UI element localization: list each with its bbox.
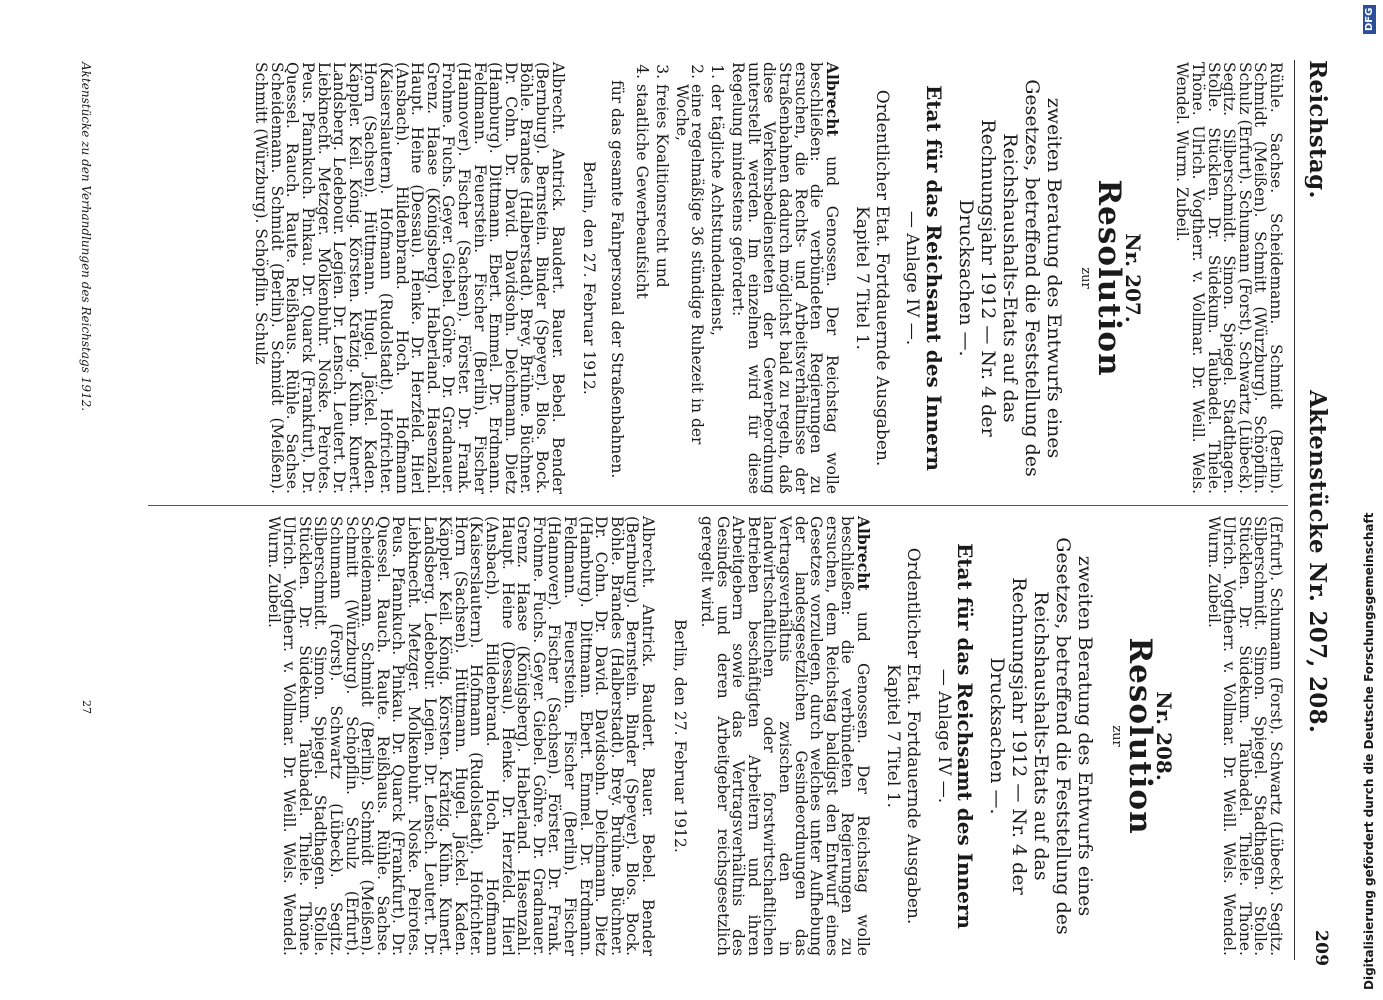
res207-tail: für das gesamte Fahrpersonal der Straßenbahnen. [607,80,626,479]
list-item: 1. der tägliche Achtstundendienst, [708,84,724,494]
res207-signers: Albrecht. Antrick. Baudert. Bauer. Bebel. Bender (Bernburg). Bernstein. Binder (Speyer). Blos. Bock. Böhle. Brandes (Halberstadt). Brey. Brühne. Büchner. Dr. Cohn. Dr. David. Davidsohn. Deichmann. Dietz (Hamburg). Dittmann. Ebert. Emmel. Dr. Erdmann. Feldmann. Feuerstein. Fischer (Berlin). Fischer (Hannover). Fischer (Sachsen). Förster. Dr. Frank. Frohme. Fuchs. Geyer. Giebel. Göhre. Dr. Gradnauer. Grenz. Haase (Königsberg). Haberland. Hasenzahl. Haupt. Heine (Dessau). Henke. Dr. Herzfeld. Hierl (Ansbach). Hildenbrand. Hoch. Hoffmann (Kaiserslautern). Hofmann (Rudolstadt). Hofrichter. Horn (Sachsen). Hüttmann. Hugel. Jäckel. Kaden. Käppler. Keil. König. Körsten. Krätzig. Kühn. Kunert. Landsberg. Ledebour. Legien. Dr. Lensch. Leutert. Dr. Liebknecht. Metzger. Molkenbuhr. Noske. Peirotes. Peus. Pfannkuch. Pinkau. Dr. Quarck (Frankfurt). Dr. Quessel. Rauch. Raute. Reißhaus. Rühle. Sachse. Scheidemann. Schmidt (Berlin). Schmidt (Meißen). Schmitt (Würzburg). Schöpflin. Schulz [252,62,567,494]
res208-mover: Albrecht [854,516,874,591]
res208-zur: zur [1108,725,1124,747]
res207-number: Nr. 207. [1120,233,1145,323]
res207-anlage: — Anlage IV —. [902,210,923,346]
res207-date: Berlin, den 27. Februar 1912. [580,161,599,395]
res207-body-text: und Genossen. Der Reichstag wolle beschließen: die verbündeten Regierungen zu ersuchen, die Rechts- und Arbeitsverhältnisse der Straßenbahnen dadurch möglichst bald zu regeln, daß diese Verkehrsbediensteten der Gewerbeordnung unterstellt werden. Im einzelnen wird für diese Regelung mindestens gefordert: [729,62,841,494]
right-column [261,516,1283,956]
res207-title: Resolution [1091,179,1128,377]
page-number: 209 [1311,930,1331,967]
res208-body [699,516,872,956]
header-left: Reichstag. [1304,60,1331,199]
res208-signers: Albrecht. Antrick. Baudert. Bauer. Bebel. Bender (Bernburg). Bernstein. Binder (Speyer). Blos. Bock. Böhle. Brandes (Halberstadt). Brey. Brühne. Büchner. Dr. Cohn. Dr. David. Davidsohn. Deichmann. Dietz (Hamburg). Dittmann. Ebert. Emmel. Dr. Erdmann. Feldmann. Feuerstein. Fischer (Berlin). Fischer (Hannover). Fischer (Sachsen). Förster. Dr. Frank. Frohme. Fuchs. Geyer. Giebel. Göhre. Dr. Gradnauer. Grenz. Haase (Königsberg). Haberland. Hasenzahl. Haupt. Heine (Dessau). Henke. Dr. Herzfeld. Hierl (Ansbach). Hildenbrand. Hoch. Hoffmann (Kaiserslautern). Hofmann (Rudolstadt). Hofrichter. Horn (Sachsen). Hüttmann. Hugel. Jäckel. Kaden. Käppler. Keil. König. Körsten. Krätzig. Kühn. Kunert. Landsberg. Ledebour. Legien. Dr. Lensch. Leutert. Dr. Liebknecht. Metzger. Molkenbuhr. Noske. Peirotes. Peus. Pfannkuch. Pinkau. Dr. Quarck (Frankfurt). Dr. Quessel. Rauch. Raute. Reißhaus. Rühle. Sachse. Scheidemann. Schmidt (Berlin). Schmidt (Meißen). Schmitt (Würzburg). Schöpflin. Schulz (Erfurt). Schumann (Forst). Schwartz (Lübeck). Segitz. Silberschmidt. Simon. Spiegel. Stadthagen. Stolle. Stücklen. Dr. Südekum. Taubadel. Thiele. Thöne. Ulrich. Vogtherr. v. Vollmar. Dr. Weill. Wels. Wendel. Wurm. Zubeil. [264,516,657,956]
res207-zur: zur [1077,267,1093,289]
res207-demands-list [634,62,724,494]
res208-body-text: und Genossen. Der Reichstag wolle beschließen: die verbündeten Regierungen zu ersuchen, dem Reichstag baldigst den Entwurf eines Gesetzes vorzulegen, durch welches unter Aufhebung der landesgesetzlichen Gesindeordnungen das Vertragsverhältnis zwischen den in landwirtschaftlichen oder forstwirtschaftlichen Betrieben beschäftigten Arbeitern und ihren Arbeitgebern sowie das Vertragsverhältnis des Gesindes und deren Arbeitgeber reichsgesetzlich geregelt wird. [698,516,873,956]
res207-etat: Etat für das Reichsamt des Innern [922,85,947,471]
res208-anlage: — Anlage IV —. [933,668,954,804]
res208-title: Resolution [1122,637,1159,835]
footer-note: Aktenstücke zu den Verhandlungen des Reichstags 1912. [79,62,93,412]
header-rule [1294,60,1295,960]
res207-intro: zweiten Beratung des Entwurfs eines Gesetzes, betreffend die Feststellung des Reichshaushalts-Etats auf das Rechnungsjahr 1912 — Nr. 4 der Drucksachen —. [955,79,1066,477]
right-top-signers: (Erfurt). Schumann (Forst). Schwartz (Lübeck). Segitz. Silberschmidt. Simon. Spiegel. Stadthagen. Stolle. Stücklen. Dr. Südekum. Taubadel. Thiele. Thöne. Ulrich. Vogtherr. v. Vollmar. Dr. Weill. Wels. Wendel. Wurm. Zubeil. [1204,516,1285,956]
res208-date: Berlin, den 27. Februar 1912. [670,619,689,853]
list-item: 2. eine regelmäßige 36 stündige Ruhezeit in der Woche, [673,84,704,494]
res208-number: Nr. 208. [1152,691,1177,781]
res208-intro: zweiten Beratung des Entwurfs eines Gesetzes, betreffend die Feststellung des Reichshaushalts-Etats auf das Rechnungsjahr 1912 — Nr. 4 der Drucksachen —. [986,537,1097,935]
list-item: 4. staatliche Gewerbeaufsicht [634,84,650,494]
column-divider [148,505,1288,506]
res208-kapitel: Ordentlicher Etat. Fortdauernde Ausgaben. Kapitel 7 Titel 1. [883,547,924,925]
res207-mover: Albrecht [822,62,842,137]
left-top-signers: Rühle. Sachse. Scheidemann. Schmidt (Berlin). Schmidt (Meißen). Schmitt (Würzburg). Schöpflin. Schulz (Erfurt). Schumann (Forst). Schwartz (Lübeck). Segitz. Silberschmidt. Simon. Spiegel. Stadthagen. Stolle. Stücklen. Dr. Südekum. Taubadel. Thiele. Thöne. Ulrich. Vogtherr. v. Vollmar. Dr. Weill. Wels. Wendel. Wurm. Zubeil. [1173,62,1285,494]
header-center: Aktenstücke Nr. 207, 208. [1304,390,1331,734]
dfg-logo: DFG [1363,5,1376,34]
sheet-number: 27 [80,700,93,714]
left-column [249,62,1283,494]
digitization-credit: Digitalisierung gefördert durch die Deutsche Forschungsgemeinschaft [1362,512,1376,990]
res207-kapitel: Ordentlicher Etat. Fortdauernde Ausgaben. Kapitel 7 Titel 1. [851,89,892,467]
res207-body [730,62,840,494]
res208-etat: Etat für das Reichsamt des Innern [953,543,978,929]
list-item: 3. freies Koalitionsrecht und [653,84,669,494]
